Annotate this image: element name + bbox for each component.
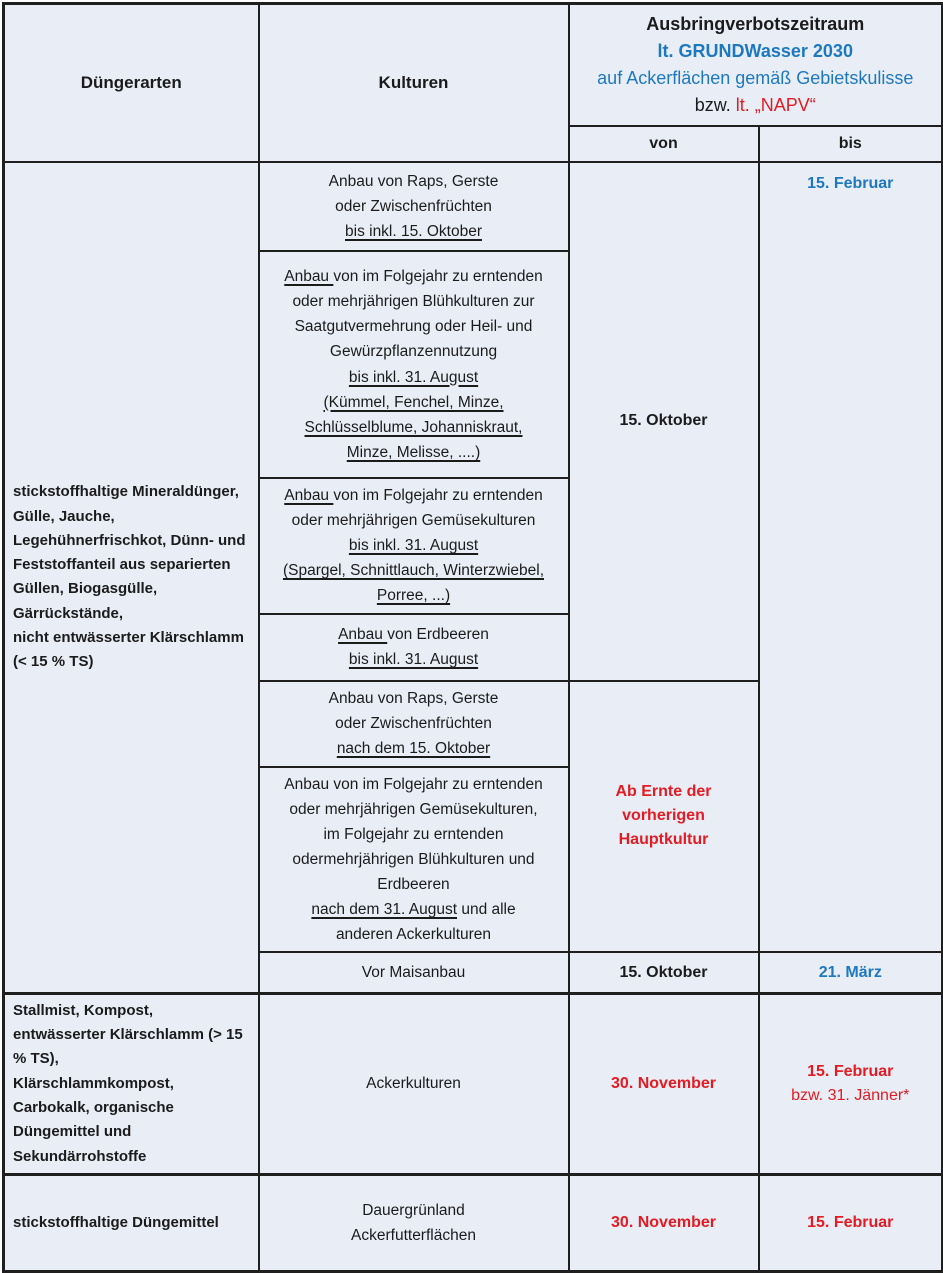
text-segment: Minze, Melisse, ....) xyxy=(346,443,481,461)
text-segment: (Kümmel, Fenchel, Minze, xyxy=(323,393,504,411)
kulturen-row6-cell xyxy=(259,767,569,953)
text-segment: bzw. xyxy=(694,95,736,115)
text-segment: odermehrjährigen Blühkulturen und xyxy=(292,850,535,868)
text-segment: nach dem 15. Oktober xyxy=(336,740,491,758)
text-segment: lt. GRUNDWasser 2030 xyxy=(657,41,853,61)
kulturen-row3-cell xyxy=(259,478,569,614)
bis-cell-rows1-6: 15. Februar xyxy=(759,162,943,952)
text-segment: vorherigen xyxy=(622,807,705,825)
text-segment: oder mehrjährigen Gemüsekulturen, xyxy=(289,800,538,818)
text-segment: stickstoffhaltige Mineraldünger, xyxy=(13,483,239,501)
text-segment: Ackerfutterflächen xyxy=(351,1226,476,1244)
bis-cell-row9: 15. Februar xyxy=(759,1174,943,1271)
von-cell-rows5-6 xyxy=(569,681,759,953)
text-segment: Ab Ernte der xyxy=(615,783,712,801)
text-segment: nicht entwässerter Klärschlamm xyxy=(13,629,244,646)
text-segment: (Spargel, Schnittlauch, Winterzwiebel, xyxy=(282,562,545,580)
von-cell-row8: 30. November xyxy=(569,993,759,1174)
text-segment: bis inkl. 31. August xyxy=(348,368,479,386)
text-segment: oder Zwischenfrüchten xyxy=(335,197,492,215)
von-cell-rows1-4: 15. Oktober xyxy=(569,162,759,681)
text-segment: Schlüsselblume, Johanniskraut, xyxy=(304,418,523,436)
text-segment: Hauptkultur xyxy=(618,831,709,849)
text-segment: Legehühnerfrischkot, Dünn- und xyxy=(13,531,246,549)
duengerarten-group3-cell: stickstoffhaltige Düngemittel xyxy=(4,1174,259,1271)
text-segment: bis inkl. 31. August xyxy=(348,651,479,669)
verbotszeitraum-table xyxy=(2,2,943,1273)
duengerarten-group2-cell xyxy=(4,993,259,1174)
text-segment: nach dem 31. August xyxy=(311,901,458,919)
table-title xyxy=(569,4,943,127)
text-segment: Klärschlammkompost, xyxy=(13,1074,174,1092)
text-segment: von im Folgejahr zu erntenden xyxy=(333,487,543,504)
text-segment: Anbau xyxy=(284,268,334,286)
text-segment: Saatgutvermehrung oder Heil- und xyxy=(294,318,533,336)
text-segment: Anbau xyxy=(284,487,334,504)
text-segment: oder mehrjährigen Blühkulturen zur xyxy=(292,293,535,311)
von-cell-row7: 15. Oktober xyxy=(569,952,759,993)
text-segment: Anbau von im Folgejahr zu erntenden xyxy=(284,775,543,793)
text-segment: Gewürzpflanzennutzung xyxy=(329,343,498,361)
text-segment: Anbau von Raps, Gerste xyxy=(328,689,499,707)
text-segment: Gülle, Jauche, xyxy=(13,507,115,525)
text-segment: lt. „NAPV“ xyxy=(735,95,816,115)
duengerarten-group1-cell xyxy=(4,162,259,993)
col-header-duengerarten: Düngerarten xyxy=(4,4,259,163)
col-header-bis: bis xyxy=(759,126,943,162)
text-segment: Sekundärrohstoffe xyxy=(13,1147,147,1165)
text-segment: Anbau von Raps, Gerste xyxy=(328,172,499,190)
text-segment: Anbau xyxy=(338,625,388,643)
text-segment: auf Ackerflächen gemäß Gebietskulisse xyxy=(597,68,914,88)
text-segment: entwässerter Klärschlamm (> 15 xyxy=(13,1026,243,1044)
kulturen-row7-cell: Vor Maisanbau xyxy=(259,952,569,993)
text-segment: % TS), xyxy=(13,1050,59,1068)
kulturen-row2-cell xyxy=(259,251,569,478)
text-segment: anderen Ackerkulturen xyxy=(335,926,492,944)
text-segment: bis inkl. 31. August xyxy=(348,537,479,555)
bis-cell-row8 xyxy=(759,993,943,1174)
von-cell-row9: 30. November xyxy=(569,1174,759,1271)
text-segment: Erdbeeren xyxy=(377,875,450,893)
text-segment: Dauergrünland xyxy=(362,1201,465,1219)
text-segment: Ausbringverbotszeitraum xyxy=(646,14,865,34)
text-segment: von im Folgejahr zu erntenden xyxy=(333,268,543,286)
text-segment: und alle xyxy=(457,901,516,919)
text-segment: bis inkl. 15. Oktober xyxy=(345,223,482,241)
kulturen-row4-cell xyxy=(259,614,569,681)
text-segment: Düngemittel und xyxy=(13,1123,132,1141)
kulturen-row8-cell: Ackerkulturen xyxy=(259,993,569,1174)
kulturen-row1-cell xyxy=(259,162,569,251)
col-header-kulturen: Kulturen xyxy=(259,4,569,163)
text-segment: Güllen, Biogasgülle, xyxy=(13,580,158,598)
text-segment: (< 15 % TS) xyxy=(13,653,94,671)
text-segment: Feststoffanteil aus separierten xyxy=(13,556,231,574)
text-segment: oder mehrjährigen Gemüsekulturen xyxy=(291,512,536,530)
text-segment: Gärrückstände, xyxy=(13,604,124,622)
text-segment: 15. Februar xyxy=(807,1062,894,1080)
text-segment: Stallmist, Kompost, xyxy=(13,1001,154,1019)
text-segment: bzw. 31. Jänner* xyxy=(791,1086,910,1104)
kulturen-row5-cell xyxy=(259,681,569,767)
col-header-von: von xyxy=(569,126,759,162)
text-segment: von Erdbeeren xyxy=(387,625,489,643)
text-segment: oder Zwischenfrüchten xyxy=(335,714,492,732)
text-segment: Carbokalk, organische xyxy=(13,1099,174,1116)
text-segment: Porree, ...) xyxy=(376,587,451,605)
text-segment: im Folgejahr zu erntenden xyxy=(323,825,504,843)
bis-cell-row7: 21. März xyxy=(759,952,943,993)
